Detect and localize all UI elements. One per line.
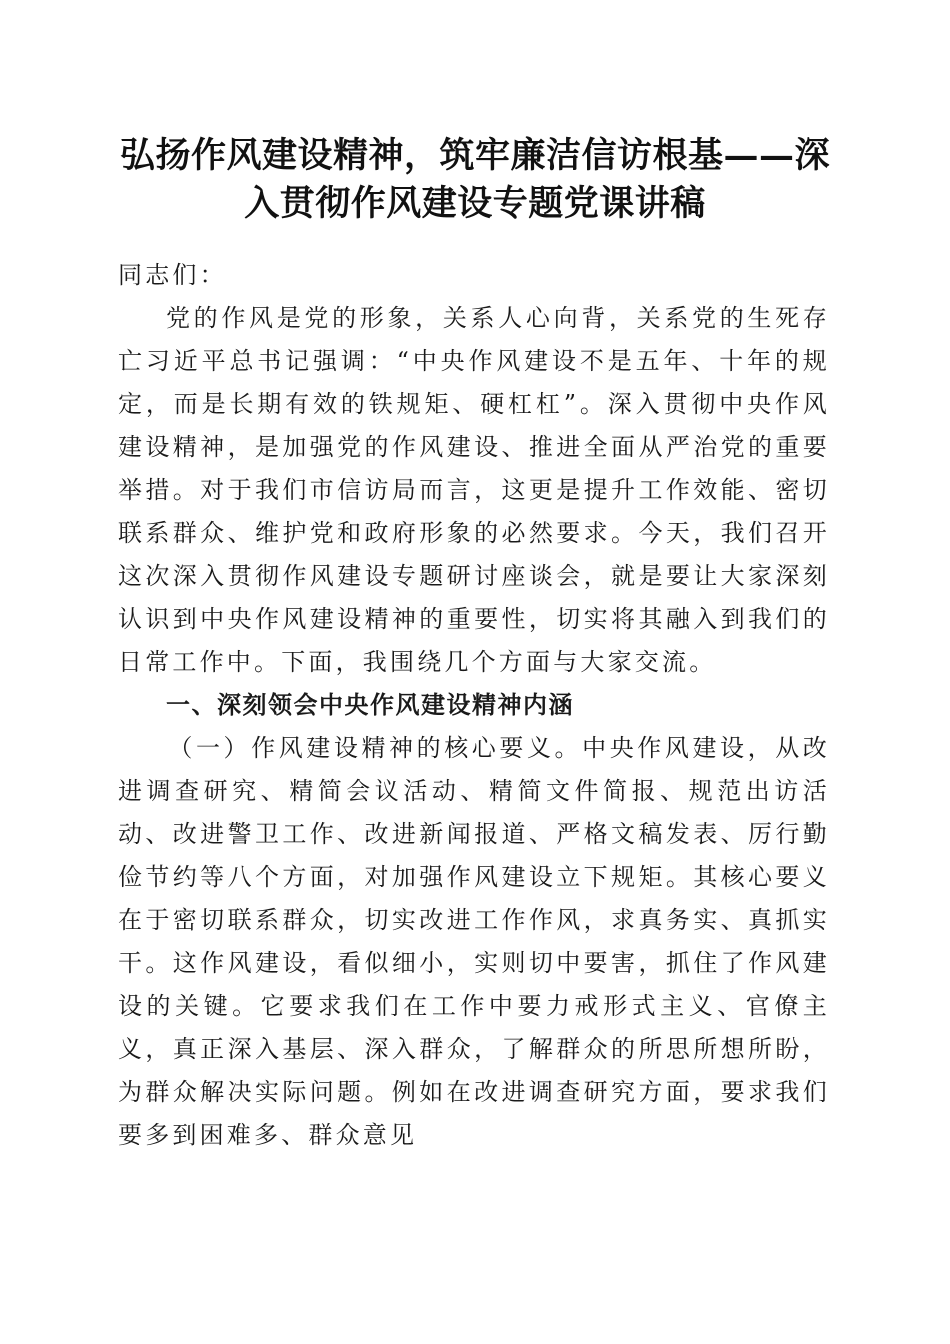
document-title [100, 132, 850, 228]
title-line-2: 入贯彻作风建设专题党课讲稿 [244, 183, 706, 224]
section-heading: 一、深刻领会中央作风建设精神内涵 [166, 691, 574, 719]
intro-paragraph: 党的作风是党的形象，关系人心向背，关系党的生死存亡习近平总书记强调：“中央作风建设不是五年、十年的规定，而是长期有效的铁规矩、硬杠杠”。深入贯彻中央作风建设精神，是加强党的作风建设、推进全面从严治党的重要举措。对于我们市信访局而言，这更是提升工作效能、密切联系群众、维护党和政府形象的必然要求。今天，我们召开这次深入贯彻作风建设专题研讨座谈会，就是要让大家深刻认识到中央作风建设精神的重要性，切实将其融入到我们的日常工作中。下面，我围绕几个方面与大家交流。 [118, 304, 830, 676]
document-body [118, 254, 830, 1157]
title-line-1: 弘扬作风建设精神，筑牢廉洁信访根基——深 [119, 135, 830, 176]
subsection-paragraph: （一）作风建设精神的核心要义。中央作风建设，从改进调查研究、精简会议活动、精简文件简报、规范出访活动、改进警卫工作、改进新闻报道、严格文稿发表、厉行勤俭节约等八个方面，对加强作风建设立下规矩。其核心要义在于密切联系群众，切实改进工作作风，求真务实、真抓实干。这作风建设，看似细小，实则切中要害，抓住了作风建设的关键。它要求我们在工作中要力戒形式主义、官僚主义，真正深入基层、深入群众，了解群众的所思所想所盼，为群众解决实际问题。例如在改进调查研究方面，要求我们要多到困难多、群众意见 [118, 734, 830, 1149]
salutation: 同志们： [118, 261, 227, 289]
